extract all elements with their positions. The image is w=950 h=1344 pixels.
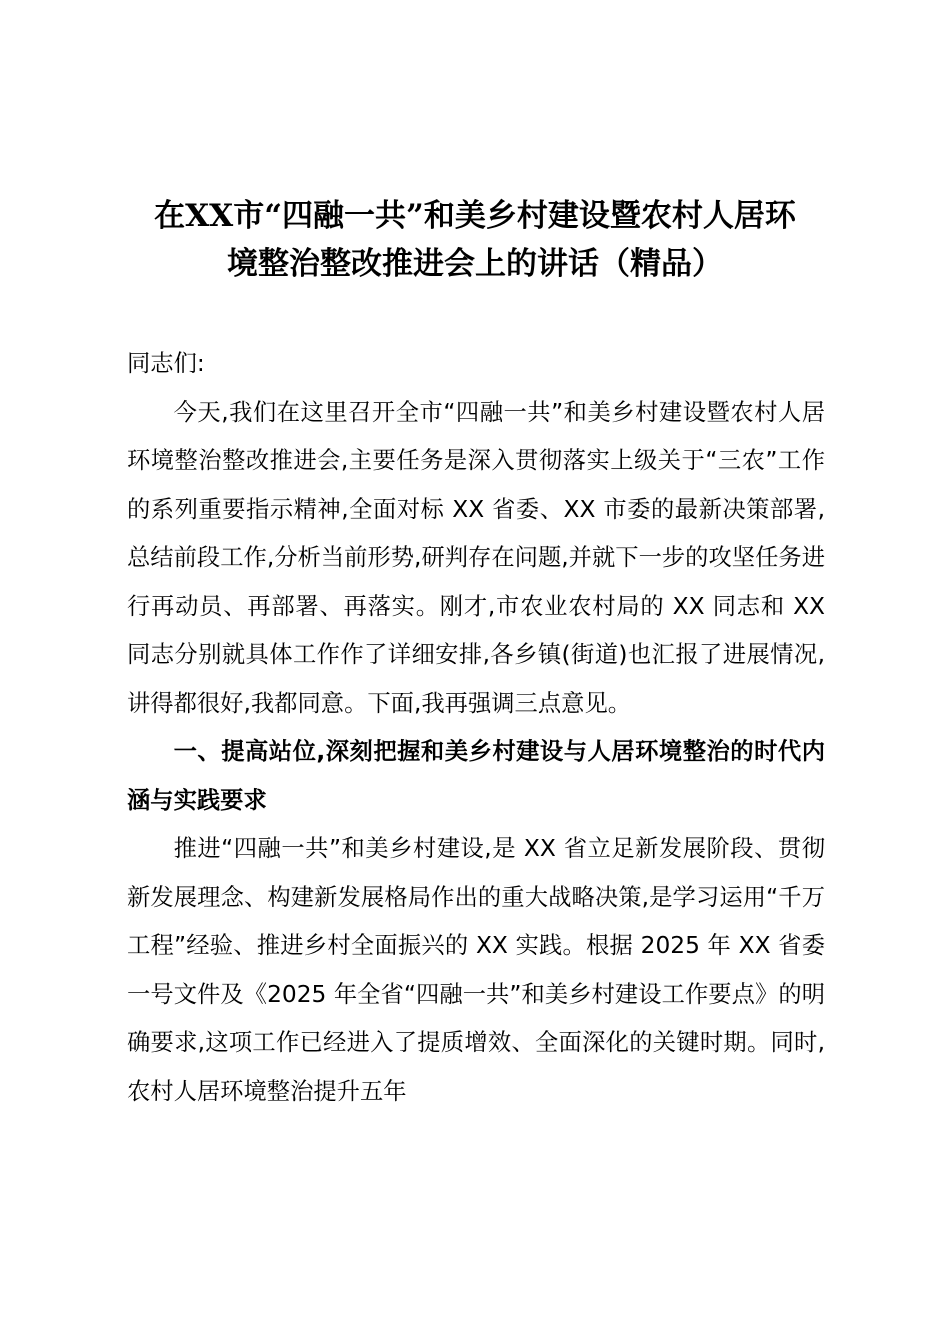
section-1-paragraph: 推进“四融一共”和美乡村建设,是 XX 省立足新发展阶段、贯彻新发展理念、构建新发展格局作出的重大战略决策,是学习运用“千万工程”经验、推进乡村全面振兴的 XX 实践。根据 2025 年 XX 省委一号文件及《2025 年全省“四融一共”和美乡村建设工作要点》的明确要求,这项工作已经进入了提质增效、全面深化的关键时期。同时,农村人居环境整治提升五年: [127, 835, 825, 1105]
paragraph-opening: 今天,我们在这里召开全市“四融一共”和美乡村建设暨农村人居环境整治整改推进会,主要任务是深入贯彻落实上级关于“三农”工作的系列重要指示精神,全面对标 XX 省委、XX 市委的最新决策部署,总结前段工作,分析当前形势,研判存在问题,并就下一步的攻坚任务进行再动员、再部署、再落实。刚才,市农业农村局的 XX 同志和 XX 同志分别就具体工作作了详细安排,各乡镇(街道)也汇报了进展情况,讲得都很好,我都同意。下面,我再强调三点意见。: [127, 398, 825, 717]
document-body: [127, 340, 825, 1116]
title-line-1: 在XX市“四融一共”和美乡村建设暨农村人居环: [154, 198, 796, 234]
salutation: 同志们:: [127, 350, 205, 377]
title-line-2: 境整治整改推进会上的讲话（精品）: [227, 246, 723, 282]
document-title: [100, 192, 850, 288]
section-1-heading: 一、提高站位,深刻把握和美乡村建设与人居环境整治的时代内涵与实践要求: [127, 738, 825, 814]
